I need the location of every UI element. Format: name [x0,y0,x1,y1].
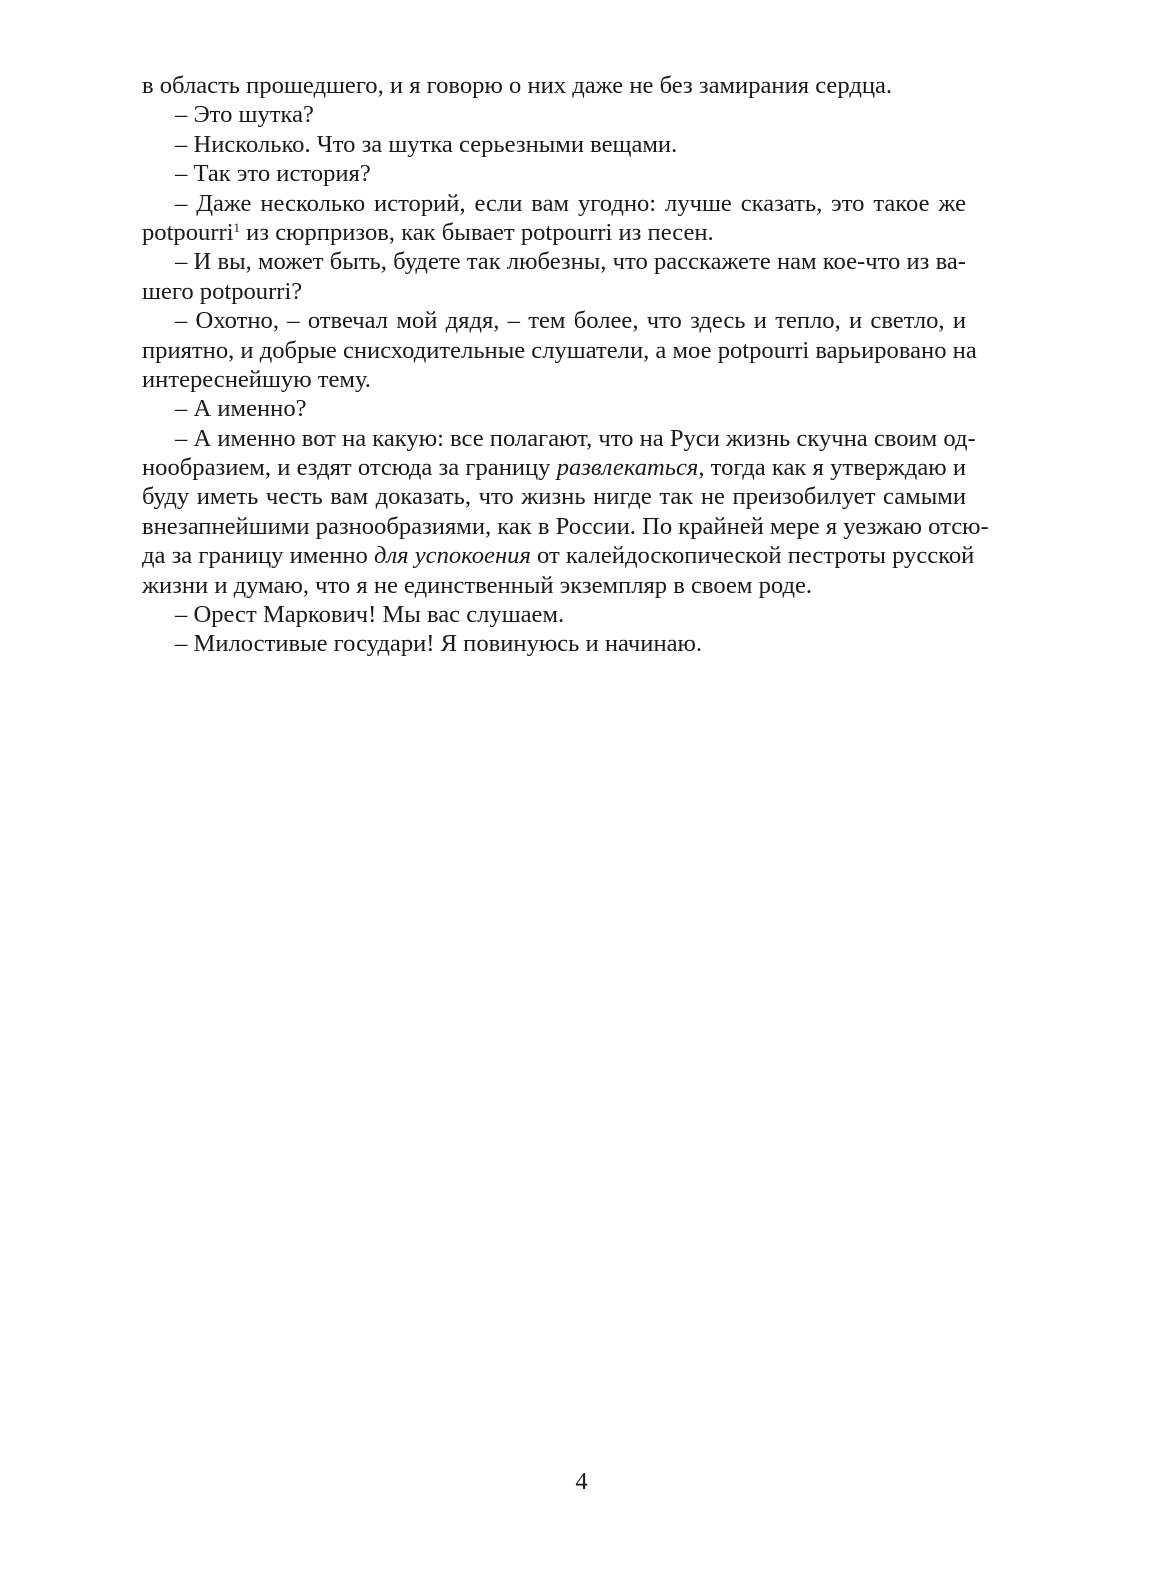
text-line: potpourri$^1$ из сюрпризов, как бывает potpourri из песен. [142,218,714,246]
text-line: да за границу именно для успокоения от калейдоскопической пестроты русской [142,542,975,570]
page-number: 4 [575,1468,588,1495]
dialogue-line: – Охотно, – отвечал мой дядя, – тем более, что здесь и тепло, и светло, и [175,307,966,335]
dialogue-line: – Милостивые государи! Я повинуюсь и начинаю. [175,630,703,658]
text-line: внезапнейшими разнообразиями, как в России. По крайней мере я уезжаю отсю- [142,512,989,540]
text-line: буду иметь честь вам доказать, что жизнь нигде так не преизобилует самыми [142,483,966,511]
dialogue-line: – Так это история? [175,160,371,188]
emphasis-text: для успокоения [374,542,531,570]
dialogue-line: – Нисколько. Что за шутка серьезными вещами. [175,130,678,158]
text-line: интереснейшую тему. [142,365,371,393]
text-line: в область прошедшего, и я говорю о них даже не без замирания сердца. [142,72,893,99]
dialogue-line: – А именно вот на какую: все полагают, что на Руси жизнь скучна своим од- [175,424,976,452]
dialogue-line: – Даже несколько историй, если вам угодно: лучше сказать, это такое же [175,189,966,217]
page-body [142,71,989,659]
text-line: приятно, и добрые снисходительные слушатели, а мое potpourri варьировано на [142,336,977,364]
dialogue-line: – А именно? [175,395,307,423]
text-line: жизни и думаю, что я не единственный экземпляр в своем роде. [142,571,813,599]
text-line: нообразием, и ездят отсюда за границу развлекаться, тогда как я утверждаю и [142,454,966,482]
text-line: шего potpourri? [142,277,303,305]
dialogue-line: – Это шутка? [175,101,314,129]
dialogue-line: – И вы, может быть, будете так любезны, что расскажете нам кое-что из ва- [175,248,966,276]
dialogue-line: – Орест Маркович! Мы вас слушаем. [175,601,565,629]
footnote-marker: 1 [233,220,241,236]
emphasis-text: развлекаться [556,454,699,482]
